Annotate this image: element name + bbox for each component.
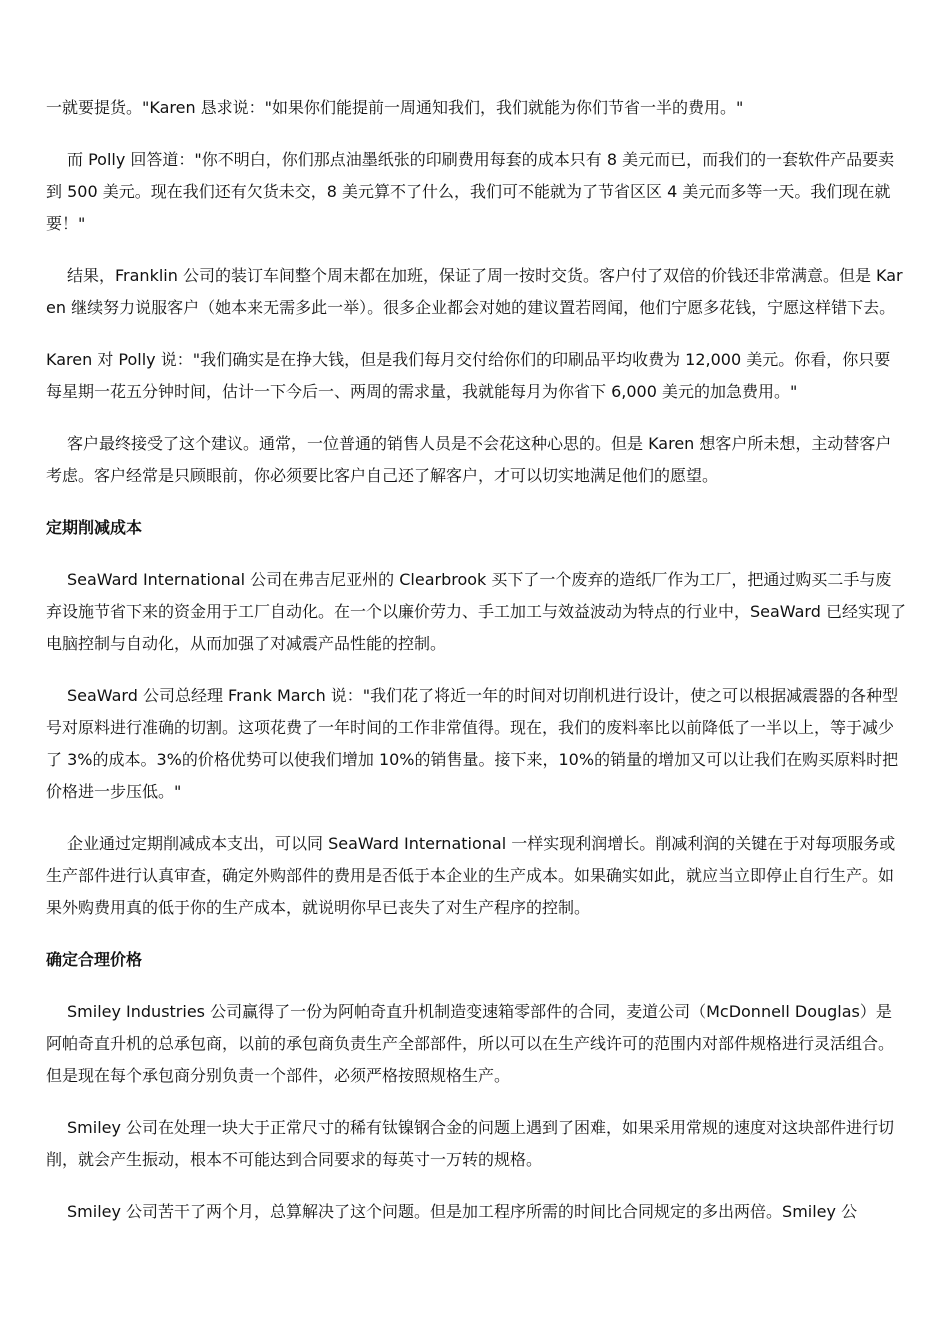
document-page xyxy=(46,92,906,1248)
paragraph: SeaWard 公司总经理 Frank March 说："我们花了将近一年的时间对切削机进行设计，使之可以根据减震器的各种型号对原料进行准确的切割。这项花费了一年时间的工作非常值得。现在，我们的废料率比以前降低了一半以上，等于减少了 3%的成本。3%的价格优势可以使我们增加 10%的销售量。接下来，10%的销量的增加又可以让我们在购买原料时把价格进一步压低。" xyxy=(46,686,899,801)
section-heading: 定期削减成本 xyxy=(46,518,143,537)
paragraph: 结果，Franklin 公司的装订车间整个周末都在加班，保证了周一按时交货。客户付了双倍的价钱还非常满意。但是 Karen 继续努力说服客户（她本来无需多此一举）。很多企业都会对她的建议置若罔闻，他们宁愿多花钱，宁愿这样错下去。 xyxy=(46,266,903,317)
paragraph: Karen 对 Polly 说："我们确实是在挣大钱，但是我们每月交付给你们的印刷品平均收费为 12,000 美元。你看，你只要每星期一花五分钟时间，估计一下今后一、两周的需求量，我就能每月为你省下 6,000 美元的加急费用。" xyxy=(46,350,891,401)
paragraph: 客户最终接受了这个建议。通常，一位普通的销售人员是不会花这种心思的。但是 Karen 想客户所未想，主动替客户考虑。客户经常是只顾眼前，你必须要比客户自己还了解客户，才可以切实地满足他们的愿望。 xyxy=(46,434,892,485)
paragraph: Smiley 公司苦干了两个月，总算解决了这个问题。但是加工程序所需的时间比合同规定的多出两倍。Smiley 公 xyxy=(67,1202,858,1221)
paragraph: 企业通过定期削减成本支出，可以同 SeaWard International 一样实现利润增长。削减利润的关键在于对每项服务或生产部件进行认真审查，确定外购部件的费用是否低于本企业的生产成本。如果确实如此，就应当立即停止自行生产。如果外购费用真的低于你的生产成本，就说明你早已丧失了对生产程序的控制。 xyxy=(46,834,896,917)
section-heading: 确定合理价格 xyxy=(46,950,143,969)
paragraph: Smiley Industries 公司赢得了一份为阿帕奇直升机制造变速箱零部件的合同，麦道公司（McDonnell Douglas）是阿帕奇直升机的总承包商，以前的承包商负责生产全部部件，所以可以在生产线许可的范围内对部件规格进行灵活组合。但是现在每个承包商分别负责一个部件，必须严格按照规格生产。 xyxy=(46,1002,895,1085)
paragraph: Smiley 公司在处理一块大于正常尺寸的稀有钛镍钢合金的问题上遇到了困难，如果采用常规的速度对这块部件进行切削，就会产生振动，根本不可能达到合同要求的每英寸一万转的规格。 xyxy=(46,1118,895,1169)
paragraph: 一就要提货。"Karen 恳求说："如果你们能提前一周通知我们，我们就能为你们节省一半的费用。" xyxy=(46,98,744,117)
paragraph: SeaWard International 公司在弗吉尼亚州的 Clearbrook 买下了一个废弃的造纸厂作为工厂，把通过购买二手与废弃设施节省下来的资金用于工厂自动化。在一个以廉价劳力、手工加工与效益波动为特点的行业中，SeaWard 已经实现了电脑控制与自动化，从而加强了对减震产品性能的控制。 xyxy=(46,570,906,653)
paragraph: 而 Polly 回答道："你不明白，你们那点油墨纸张的印刷费用每套的成本只有 8 美元而已，而我们的一套软件产品要卖到 500 美元。现在我们还有欠货未交，8 美元算不了什么，我们可不能就为了节省区区 4 美元而多等一天。我们现在就要！" xyxy=(46,150,895,233)
